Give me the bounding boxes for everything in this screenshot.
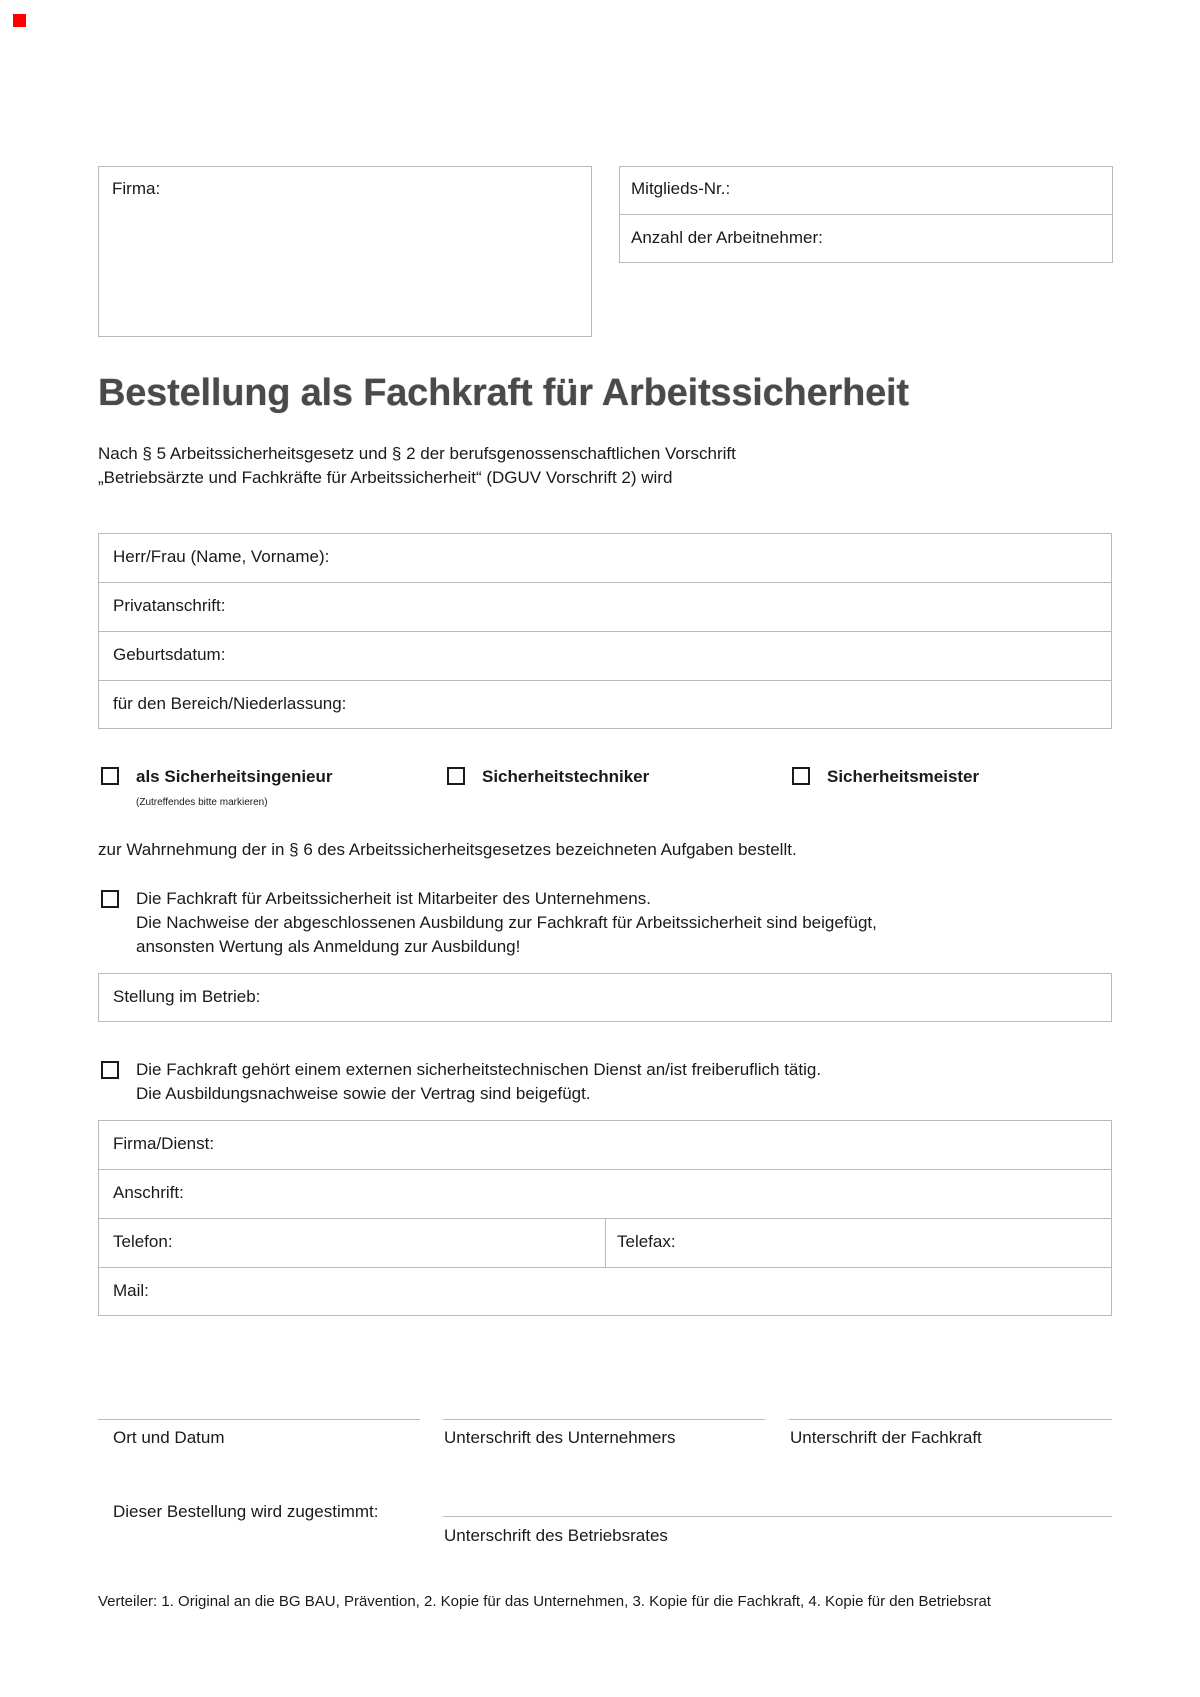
intro-line-2: „Betriebsärzte und Fachkräfte für Arbeitssicherheit“ (DGUV Vorschrift 2) wird [98,468,673,487]
employer-signature-caption: Unterschrift des Unternehmers [444,1428,676,1447]
mitglieds-nr-label: Mitglieds-Nr.: [631,179,731,198]
anzahl-arbeitnehmer-label: Anzahl der Arbeitnehmer: [631,228,823,247]
mail-label[interactable]: Mail: [113,1281,149,1300]
signature-line-specialist[interactable] [789,1419,1112,1420]
checkbox-external-service[interactable] [101,1061,119,1079]
firma-dienst-label[interactable]: Firma/Dienst: [113,1134,215,1153]
page-title: Bestellung als Fachkraft für Arbeitssicherheit [98,372,909,414]
birthdate-field-label[interactable]: Geburtsdatum: [113,645,226,664]
mark-hint: (Zutreffendes bitte markieren) [136,797,268,808]
external-line-2: Die Ausbildungsnachweise sowie der Vertrag sind beigefügt. [136,1084,591,1103]
signature-line-employer[interactable] [443,1419,765,1420]
firma-label: Firma: [112,179,161,198]
internal-line-1: Die Fachkraft für Arbeitssicherheit ist Mitarbeiter des Unternehmens. [136,889,651,908]
name-field-label[interactable]: Herr/Frau (Name, Vorname): [113,547,330,566]
checkbox-sicherheitstechniker[interactable] [447,767,465,785]
person-divider-3 [98,680,1112,681]
specialist-signature-caption: Unterschrift der Fachkraft [790,1428,982,1447]
signature-line-place-date[interactable] [98,1419,420,1420]
address-field-label[interactable]: Privatanschrift: [113,596,226,615]
external-divider-1 [98,1169,1112,1170]
checkbox-sicherheitsingenieur[interactable] [101,767,119,785]
area-field-label[interactable]: für den Bereich/Niederlassung: [113,694,347,713]
checkbox-internal-employee[interactable] [101,890,119,908]
place-date-caption: Ort und Datum [113,1428,225,1447]
person-divider-1 [98,582,1112,583]
position-field-label[interactable]: Stellung im Betrieb: [113,987,261,1006]
purpose-text: zur Wahrnehmung der in § 6 des Arbeitssicherheitsgesetzes bezeichneten Aufgaben bestellt. [98,840,797,859]
distribution-note: Verteiler: 1. Original an die BG BAU, Prävention, 2. Kopie für das Unternehmen, 3. Kopie für die Fachkraft, 4. Kopie für den Betriebsrat [98,1593,991,1610]
external-address-label[interactable]: Anschrift: [113,1183,184,1202]
fax-label[interactable]: Telefax: [617,1232,676,1251]
external-divider-3 [98,1267,1112,1268]
signature-line-works-council[interactable] [443,1516,1112,1517]
registration-marker [13,14,26,27]
sicherheitsingenieur-label: als Sicherheitsingenieur [136,767,333,786]
sicherheitstechniker-label: Sicherheitstechniker [482,767,650,786]
internal-line-3: ansonsten Wertung als Anmeldung zur Ausbildung! [136,937,521,956]
phone-fax-divider [605,1218,606,1267]
sicherheitsmeister-label: Sicherheitsmeister [827,767,980,786]
consent-text: Dieser Bestellung wird zugestimmt: [113,1502,379,1521]
firma-box[interactable] [98,166,592,337]
works-council-signature-caption: Unterschrift des Betriebsrates [444,1526,668,1545]
intro-line-1: Nach § 5 Arbeitssicherheitsgesetz und § 2 der berufsgenossenschaftlichen Vorschrift [98,444,736,463]
checkbox-sicherheitsmeister[interactable] [792,767,810,785]
phone-label[interactable]: Telefon: [113,1232,173,1251]
internal-line-2: Die Nachweise der abgeschlossenen Ausbildung zur Fachkraft für Arbeitssicherheit sind beigefügt, [136,913,877,932]
member-info-divider [619,214,1113,215]
external-line-1: Die Fachkraft gehört einem externen sicherheitstechnischen Dienst an/ist freiberuflich tätig. [136,1060,822,1079]
person-divider-2 [98,631,1112,632]
